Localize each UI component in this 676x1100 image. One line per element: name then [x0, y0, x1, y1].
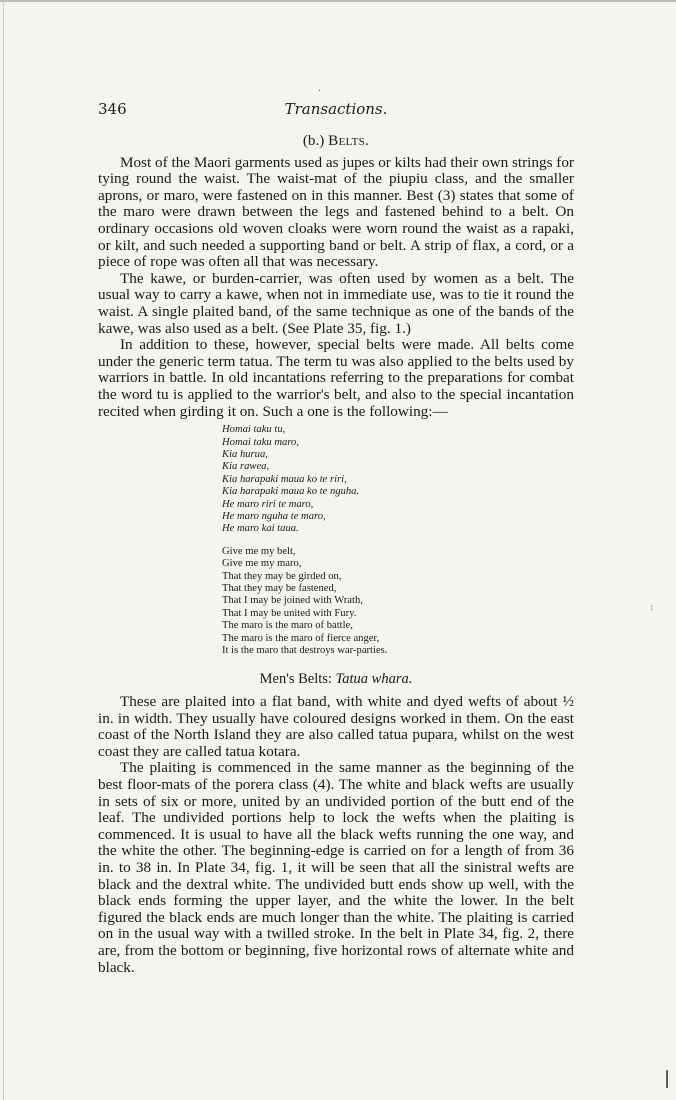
paragraph: In addition to these, however, special belts were made. All belts come under the generic term tatua. The term tu was also applied to the belts used by warriors in battle. In old incantations referring to the preparations for combat the word tu is applied to the warrior's belt, and also to the special incantation recited when girding it on. Such a one is the following:—	[98, 336, 574, 420]
verse-line: Kia harapaki maua ko te nguha.	[222, 486, 360, 498]
page-edge	[3, 0, 4, 1100]
maori-incantation	[222, 424, 574, 536]
verse-line: That they may be girded on,	[222, 570, 342, 582]
scan-speck: ·	[318, 86, 322, 97]
running-title: Transactions.	[284, 100, 388, 118]
english-translation	[222, 546, 574, 658]
scan-speck: :	[650, 602, 654, 613]
paragraph: The kawe, or burden-carrier, was often used by women as a belt. The usual way to carry a kawe, when not in immediate use, was to tie it round the waist. A single plaited band, of the same technique as one of the bands of the kawe, was also used as a belt. (See Plate 35, fig. 1.)	[98, 269, 574, 337]
paragraph: Most of the Maori garments used as jupes or kilts had their own strings for tying round the waist. The waist-mat of the piupiu class, and the smaller aprons, or maro, were fastened on in this manner. Best (3) states that some of the maro were drawn between the legs and fastened behind to a belt. On ordinary occasions old woven cloaks were worn round the waist as a rapaki, or kilt, and such needed a supporting band or belt. A strip of flax, a cord, or a piece of rope was often all that was necessary.	[98, 153, 574, 271]
verse-line: It is the maro that destroys war-parties.	[222, 645, 388, 656]
subsection-subtitle: Tatua whara.	[335, 671, 413, 688]
page-body	[98, 133, 574, 976]
verse-line: Homai taku maro,	[222, 436, 299, 448]
page-header	[98, 100, 574, 120]
top-rule	[0, 0, 676, 2]
verse-line: He maro riri te maro,	[222, 498, 314, 510]
verse-line: He maro nguha te maro,	[222, 510, 326, 522]
verse-line: The maro is the maro of fierce anger,	[222, 632, 380, 644]
section-title: Belts.	[328, 132, 370, 149]
verse-line: Kia rawea,	[222, 461, 270, 473]
verse-line: Give me my belt,	[222, 545, 296, 557]
verse-line: Homai taku tu,	[222, 424, 286, 436]
subsection-title: Men's Belts:	[259, 671, 332, 688]
verse-line: The maro is the maro of battle,	[222, 620, 353, 632]
paragraph: These are plaited into a flat band, with white and dyed wefts of about ½ in. in width. They usually have coloured designs worked in them. On the east coast of the North Island they are also called tatua pupara, whilst on the west coast they are called tatua kotara.	[98, 693, 574, 760]
verse-line: Kia hurua,	[222, 448, 268, 460]
paragraph: The plaiting is commenced in the same manner as the beginning of the best floor-mats of the porera class (4). The white and black wefts are usually in sets of six or more, united by an undivided portion of the butt end of the leaf. The undivided portions help to lock the wefts when the plaiting is commenced. It is usual to have all the black wefts running the one way, and the white the other. The beginning-edge is carried on for a length of from 36 in. to 38 in. In Plate 34, fig. 1, it will be seen that all the sinistral wefts are black and the dextral white. The undivided butt ends show up well, with the black ends forming the upper layer, and the white the lower. In the belt figured the black ends are much longer than the white. The plaiting is carried on in the usual way with a twilled stroke. In the belt in Plate 34, fig. 2, there are, from the bottom or beginning, five horizontal rows of alternate white and black.	[98, 759, 574, 976]
subsection-heading	[98, 671, 574, 688]
verse-line: Kia harapaki maua ko te riri,	[222, 473, 347, 485]
scan-mark: |	[664, 1068, 671, 1089]
verse-line: That I may be united with Fury.	[222, 607, 357, 619]
section-heading	[98, 133, 574, 150]
verse-line: That I may be joined with Wrath,	[222, 595, 363, 607]
verse-line: Give me my maro,	[222, 558, 302, 570]
verse-line: He maro kai taua.	[222, 523, 299, 535]
section-label: (b.)	[302, 132, 325, 149]
verse-line: That they may be fastened,	[222, 582, 337, 594]
page-number: 346	[98, 100, 127, 118]
